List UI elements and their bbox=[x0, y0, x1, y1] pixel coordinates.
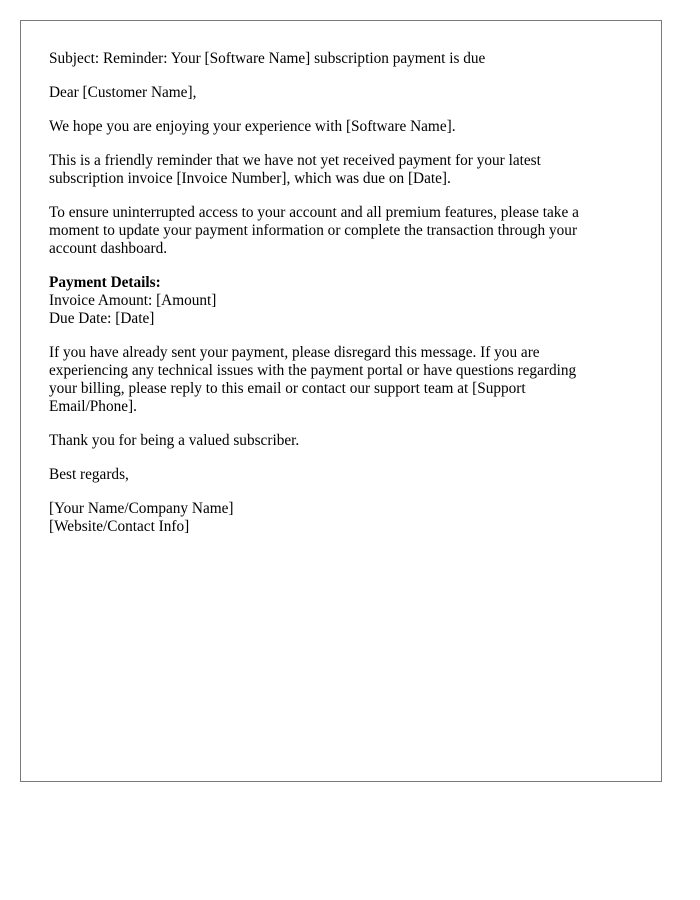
text-line: This is a friendly reminder that we have not yet received payment for your latest bbox=[49, 152, 541, 169]
text-line: Email/Phone]. bbox=[49, 398, 137, 415]
due-date: Due Date: [Date] bbox=[49, 310, 155, 327]
support-paragraph bbox=[49, 344, 632, 416]
text-line: experiencing any technical issues with the payment portal or have questions regarding bbox=[49, 362, 577, 379]
greeting: Dear [Customer Name], bbox=[49, 84, 197, 101]
access-paragraph bbox=[49, 204, 632, 258]
text-line: account dashboard. bbox=[49, 240, 168, 257]
signature bbox=[49, 500, 632, 536]
payment-details bbox=[49, 274, 632, 328]
invoice-amount: Invoice Amount: [Amount] bbox=[49, 292, 217, 309]
text-line: If you have already sent your payment, please disregard this message. If you are bbox=[49, 344, 540, 361]
signature-name: [Your Name/Company Name] bbox=[49, 500, 234, 517]
reminder-paragraph bbox=[49, 152, 632, 188]
closing: Best regards, bbox=[49, 466, 129, 483]
payment-details-heading: Payment Details: bbox=[49, 274, 161, 291]
intro-paragraph: We hope you are enjoying your experience with [Software Name]. bbox=[49, 118, 456, 135]
text-line: subscription invoice [Invoice Number], which was due on [Date]. bbox=[49, 170, 451, 187]
text-line: your billing, please reply to this email or contact our support team at [Support bbox=[49, 380, 526, 397]
text-line: To ensure uninterrupted access to your account and all premium features, please take a bbox=[49, 204, 579, 221]
text-line: moment to update your payment information or complete the transaction through your bbox=[49, 222, 578, 239]
thanks-line: Thank you for being a valued subscriber. bbox=[49, 432, 300, 449]
subject-line: Subject: Reminder: Your [Software Name] subscription payment is due bbox=[49, 50, 486, 67]
signature-contact: [Website/Contact Info] bbox=[49, 518, 190, 535]
letter bbox=[20, 20, 662, 782]
